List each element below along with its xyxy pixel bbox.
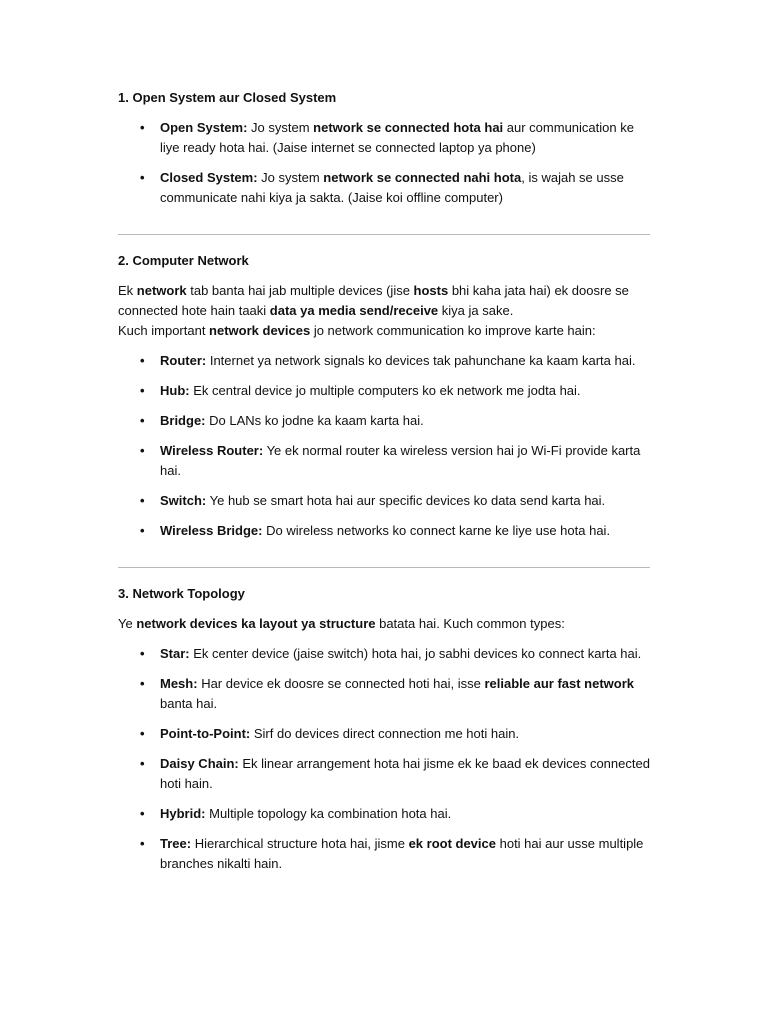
section-heading: 3. Network Topology <box>118 586 245 601</box>
bullet-list <box>118 118 650 208</box>
intro-paragraph: Kuch important network devices jo network communication ko improve karte hain: <box>118 323 596 338</box>
intro-paragraph: Ek network tab banta hai jab multiple devices (jise hosts bhi kaha jata hai) ek doosre se connected hote hain taaki data ya media send/receive kiya ja sake. <box>118 283 629 318</box>
section-network-topology <box>118 584 650 874</box>
section-heading: 1. Open System aur Closed System <box>118 90 337 105</box>
list-item: • Bridge: Do LANs ko jodne ka kaam karta hai. <box>118 411 650 431</box>
list-item: • Mesh: Har device ek doosre se connected hoti hai, isse reliable aur fast network banta hai. <box>118 674 650 714</box>
list-item: • Open System: Jo system network se connected hota hai aur communication ke liye ready hota hai. (Jaise internet se connected laptop ya phone) <box>118 118 650 158</box>
list-item: • Switch: Ye hub se smart hota hai aur specific devices ko data send karta hai. <box>118 491 650 511</box>
list-item: • Star: Ek center device (jaise switch) hota hai, jo sabhi devices ko connect karta hai. <box>118 644 650 664</box>
list-item: • Tree: Hierarchical structure hota hai, jisme ek root device hoti hai aur usse multiple branches nikalti hain. <box>118 834 650 874</box>
intro-paragraph: Ye network devices ka layout ya structure batata hai. Kuch common types: <box>118 616 565 631</box>
list-item: • Hybrid: Multiple topology ka combination hota hai. <box>118 804 650 824</box>
bullet-list <box>118 644 650 874</box>
section-divider <box>118 567 650 568</box>
section-divider <box>118 234 650 235</box>
list-item: • Point-to-Point: Sirf do devices direct connection me hoti hain. <box>118 724 650 744</box>
list-item: • Wireless Router: Ye ek normal router ka wireless version hai jo Wi-Fi provide karta hai. <box>118 441 650 481</box>
section-open-closed-system <box>118 88 650 208</box>
list-item: • Router: Internet ya network signals ko devices tak pahunchane ka kaam karta hai. <box>118 351 650 371</box>
list-item: • Daisy Chain: Ek linear arrangement hota hai jisme ek ke baad ek devices connected hoti hain. <box>118 754 650 794</box>
list-item: • Hub: Ek central device jo multiple computers ko ek network me jodta hai. <box>118 381 650 401</box>
list-item: • Wireless Bridge: Do wireless networks ko connect karne ke liye use hota hai. <box>118 521 650 541</box>
section-computer-network <box>118 251 650 541</box>
section-heading: 2. Computer Network <box>118 253 249 268</box>
list-item: • Closed System: Jo system network se connected nahi hota, is wajah se usse communicate nahi kiya ja sakta. (Jaise koi offline computer) <box>118 168 650 208</box>
bullet-list <box>118 351 650 541</box>
